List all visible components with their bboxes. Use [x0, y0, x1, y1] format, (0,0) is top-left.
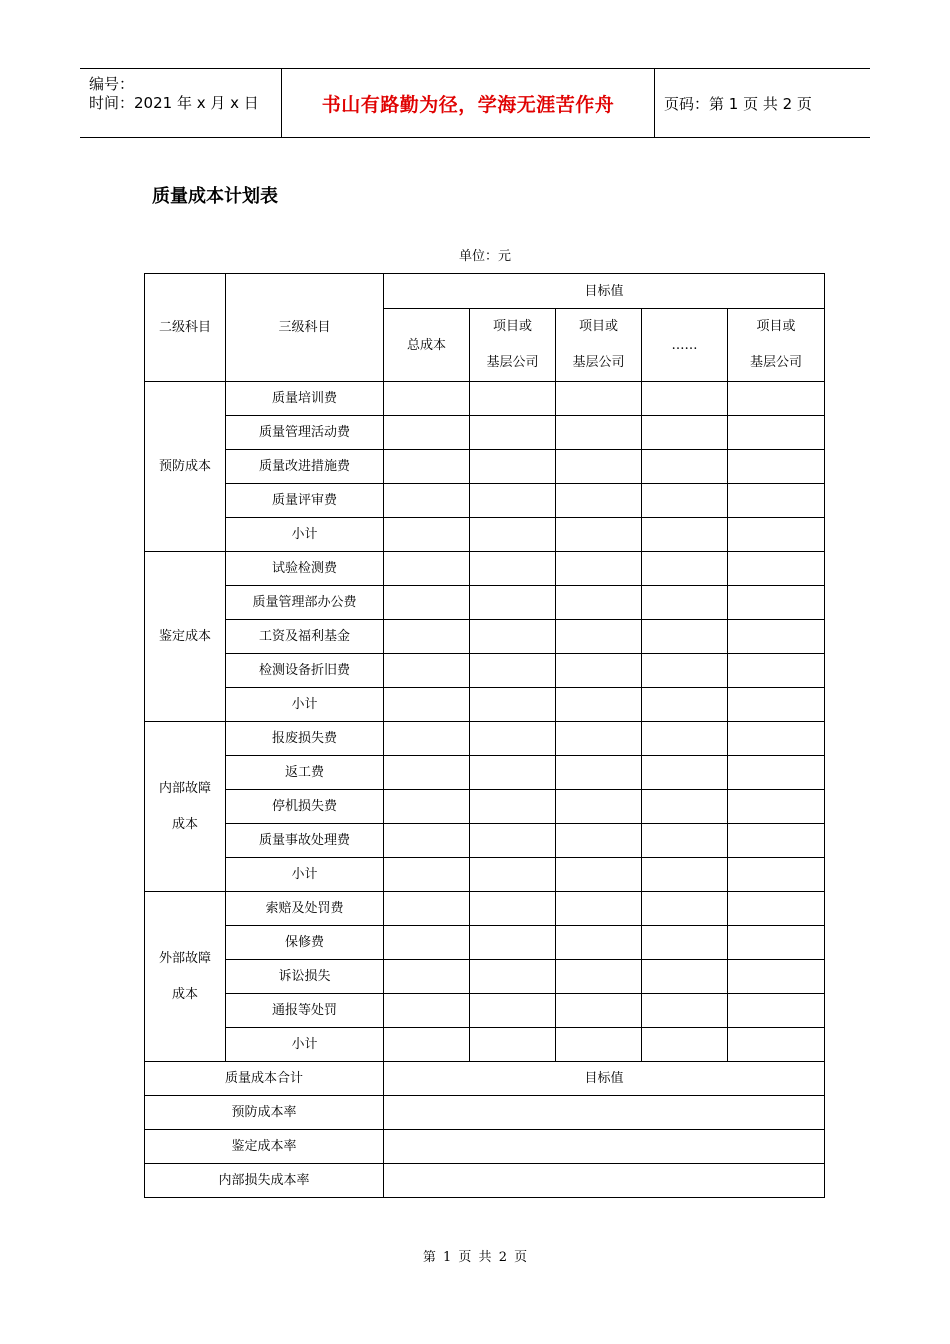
- value-cell[interactable]: [384, 382, 470, 416]
- value-cell[interactable]: [556, 450, 642, 484]
- header-project-a: [470, 309, 556, 382]
- value-cell[interactable]: [556, 654, 642, 688]
- value-cell[interactable]: [642, 654, 728, 688]
- value-cell[interactable]: [470, 450, 556, 484]
- summary-value[interactable]: [384, 1164, 825, 1198]
- subtotal-label: 小计: [226, 858, 384, 892]
- item-label: 质量改进措施费: [226, 450, 384, 484]
- item-label: 质量评审费: [226, 484, 384, 518]
- value-cell[interactable]: [556, 416, 642, 450]
- value-cell[interactable]: [384, 450, 470, 484]
- value-cell[interactable]: [556, 858, 642, 892]
- table-row: [145, 484, 825, 518]
- value-cell[interactable]: [470, 790, 556, 824]
- table-row: [145, 994, 825, 1028]
- time-label: 时间：2021 年 x 月 x 日: [89, 94, 259, 112]
- value-cell[interactable]: [470, 1028, 556, 1062]
- header-ellipsis: ……: [642, 309, 728, 382]
- table-header-row: [145, 274, 825, 309]
- value-cell[interactable]: [642, 892, 728, 926]
- value-cell[interactable]: [470, 722, 556, 756]
- item-label: 质量培训费: [226, 382, 384, 416]
- value-cell[interactable]: [470, 824, 556, 858]
- item-label: 工资及福利基金: [226, 620, 384, 654]
- header-project-c-line2: 基层公司: [749, 355, 802, 370]
- item-label: 质量管理活动费: [226, 416, 384, 450]
- group-label-line2: 成本: [171, 986, 198, 1002]
- value-cell[interactable]: [728, 586, 825, 620]
- group-label-line1: 内部故障: [158, 780, 211, 796]
- value-cell[interactable]: [384, 688, 470, 722]
- table-row: [145, 518, 825, 552]
- header-level3: 三级科目: [226, 274, 384, 382]
- item-label: 诉讼损失: [226, 960, 384, 994]
- table-row: [145, 722, 825, 756]
- value-cell[interactable]: [728, 892, 825, 926]
- value-cell[interactable]: [728, 756, 825, 790]
- group-label-internal-failure: [145, 722, 226, 892]
- subtotal-label: 小计: [226, 518, 384, 552]
- value-cell[interactable]: [728, 416, 825, 450]
- value-cell[interactable]: [642, 722, 728, 756]
- value-cell[interactable]: [642, 756, 728, 790]
- value-cell[interactable]: [556, 926, 642, 960]
- table-row: [145, 790, 825, 824]
- number-label: 编号：: [89, 75, 135, 93]
- header-project-c-line1: 项目或: [756, 319, 796, 334]
- value-cell[interactable]: [728, 960, 825, 994]
- value-cell[interactable]: [384, 960, 470, 994]
- value-cell[interactable]: [470, 416, 556, 450]
- value-cell[interactable]: [642, 552, 728, 586]
- value-cell[interactable]: [384, 824, 470, 858]
- summary-label: 内部损失成本率: [145, 1164, 384, 1198]
- item-label: 报废损失费: [226, 722, 384, 756]
- value-cell[interactable]: [384, 654, 470, 688]
- value-cell[interactable]: [384, 756, 470, 790]
- value-cell[interactable]: [728, 1028, 825, 1062]
- value-cell[interactable]: [470, 654, 556, 688]
- value-cell[interactable]: [470, 620, 556, 654]
- value-cell[interactable]: [728, 824, 825, 858]
- table-row: [145, 416, 825, 450]
- subtotal-label: 小计: [226, 688, 384, 722]
- header-info-cell: [80, 69, 281, 137]
- value-cell[interactable]: [642, 960, 728, 994]
- value-cell[interactable]: [642, 586, 728, 620]
- value-cell[interactable]: [470, 382, 556, 416]
- value-cell[interactable]: [642, 484, 728, 518]
- value-cell[interactable]: [556, 518, 642, 552]
- table-row: [145, 1028, 825, 1062]
- item-label: 索赔及处罚费: [226, 892, 384, 926]
- header-project-a-line2: 基层公司: [486, 355, 539, 370]
- summary-label: 质量成本合计: [145, 1062, 384, 1096]
- header-page-cell: [654, 69, 870, 137]
- value-cell[interactable]: [642, 790, 728, 824]
- group-label-line1: 鉴定成本: [158, 628, 211, 644]
- value-cell[interactable]: [728, 654, 825, 688]
- table-row: [145, 926, 825, 960]
- document-title: 质量成本计划表: [152, 186, 278, 207]
- value-cell[interactable]: [470, 960, 556, 994]
- value-cell[interactable]: [384, 790, 470, 824]
- value-cell[interactable]: [642, 450, 728, 484]
- value-cell[interactable]: [470, 518, 556, 552]
- group-label-line1: 外部故障: [158, 950, 211, 966]
- value-cell[interactable]: [384, 926, 470, 960]
- table-row: [145, 756, 825, 790]
- item-label: 返工费: [226, 756, 384, 790]
- value-cell[interactable]: [470, 552, 556, 586]
- value-cell[interactable]: [384, 1028, 470, 1062]
- table-row: [145, 688, 825, 722]
- value-cell[interactable]: [642, 620, 728, 654]
- summary-row: [145, 1130, 825, 1164]
- table-row: [145, 654, 825, 688]
- page-header: [80, 68, 870, 138]
- table-row: [145, 450, 825, 484]
- value-cell[interactable]: [556, 688, 642, 722]
- value-cell[interactable]: [556, 1028, 642, 1062]
- value-cell[interactable]: [642, 858, 728, 892]
- table-row: [145, 892, 825, 926]
- value-cell[interactable]: [728, 926, 825, 960]
- item-label: 停机损失费: [226, 790, 384, 824]
- table-row: [145, 858, 825, 892]
- header-project-b-line2: 基层公司: [572, 355, 625, 370]
- header-motto-cell: [281, 69, 655, 137]
- header-project-a-line1: 项目或: [492, 319, 532, 334]
- value-cell[interactable]: [556, 756, 642, 790]
- value-cell[interactable]: [556, 892, 642, 926]
- value-cell[interactable]: [556, 620, 642, 654]
- table-row: [145, 382, 825, 416]
- header-project-c: [728, 309, 825, 382]
- item-label: 质量事故处理费: [226, 824, 384, 858]
- summary-row: [145, 1164, 825, 1198]
- value-cell[interactable]: [384, 552, 470, 586]
- summary-value[interactable]: 目标值: [384, 1062, 825, 1096]
- value-cell[interactable]: [728, 450, 825, 484]
- value-cell[interactable]: [556, 790, 642, 824]
- value-cell[interactable]: [728, 382, 825, 416]
- value-cell[interactable]: [384, 858, 470, 892]
- value-cell[interactable]: [728, 790, 825, 824]
- subtotal-label: 小计: [226, 1028, 384, 1062]
- group-label-appraisal: [145, 552, 226, 722]
- header-level2: 二级科目: [145, 274, 226, 382]
- item-label: 检测设备折旧费: [226, 654, 384, 688]
- value-cell[interactable]: [556, 960, 642, 994]
- group-label-line1: 预防成本: [158, 458, 211, 474]
- summary-value[interactable]: [384, 1096, 825, 1130]
- value-cell[interactable]: [728, 620, 825, 654]
- value-cell[interactable]: [384, 586, 470, 620]
- value-cell[interactable]: [728, 722, 825, 756]
- value-cell[interactable]: [556, 586, 642, 620]
- value-cell[interactable]: [470, 756, 556, 790]
- value-cell[interactable]: [728, 994, 825, 1028]
- value-cell[interactable]: [642, 382, 728, 416]
- summary-row: [145, 1062, 825, 1096]
- header-project-b-line1: 项目或: [578, 319, 618, 334]
- value-cell[interactable]: [556, 484, 642, 518]
- header-total-cost: 总成本: [384, 309, 470, 382]
- value-cell[interactable]: [556, 824, 642, 858]
- value-cell[interactable]: [728, 552, 825, 586]
- value-cell[interactable]: [642, 824, 728, 858]
- header-project-b: [556, 309, 642, 382]
- value-cell[interactable]: [384, 484, 470, 518]
- value-cell[interactable]: [470, 994, 556, 1028]
- summary-label: 鉴定成本率: [145, 1130, 384, 1164]
- unit-label: 单位：元: [459, 249, 512, 264]
- value-cell[interactable]: [556, 382, 642, 416]
- value-cell[interactable]: [470, 858, 556, 892]
- value-cell[interactable]: [470, 586, 556, 620]
- value-cell[interactable]: [470, 892, 556, 926]
- value-cell[interactable]: [642, 994, 728, 1028]
- value-cell[interactable]: [384, 722, 470, 756]
- value-cell[interactable]: [384, 892, 470, 926]
- item-label: 试验检测费: [226, 552, 384, 586]
- value-cell[interactable]: [556, 994, 642, 1028]
- value-cell[interactable]: [556, 722, 642, 756]
- group-label-prevention: [145, 382, 226, 552]
- value-cell[interactable]: [642, 416, 728, 450]
- summary-row: [145, 1096, 825, 1130]
- motto-text: 书山有路勤为径，学海无涯苦作舟: [321, 93, 615, 116]
- table-row: [145, 960, 825, 994]
- value-cell[interactable]: [556, 552, 642, 586]
- value-cell[interactable]: [384, 620, 470, 654]
- value-cell[interactable]: [642, 688, 728, 722]
- value-cell[interactable]: [642, 926, 728, 960]
- value-cell[interactable]: [384, 994, 470, 1028]
- value-cell[interactable]: [384, 518, 470, 552]
- table-row: [145, 586, 825, 620]
- group-label-external-failure: [145, 892, 226, 1062]
- value-cell[interactable]: [642, 1028, 728, 1062]
- item-label: 质量管理部办公费: [226, 586, 384, 620]
- item-label: 保修费: [226, 926, 384, 960]
- value-cell[interactable]: [642, 518, 728, 552]
- value-cell[interactable]: [728, 518, 825, 552]
- summary-value[interactable]: [384, 1130, 825, 1164]
- item-label: 通报等处罚: [226, 994, 384, 1028]
- value-cell[interactable]: [728, 688, 825, 722]
- table-row: [145, 552, 825, 586]
- table-row: [145, 824, 825, 858]
- value-cell[interactable]: [470, 926, 556, 960]
- table-row: [145, 620, 825, 654]
- value-cell[interactable]: [470, 484, 556, 518]
- page-footer: 第 1 页 共 2 页: [422, 1250, 528, 1265]
- header-target-value: 目标值: [384, 274, 825, 309]
- value-cell[interactable]: [384, 416, 470, 450]
- group-label-line2: 成本: [171, 816, 198, 832]
- value-cell[interactable]: [470, 688, 556, 722]
- quality-cost-table: [144, 273, 825, 1198]
- value-cell[interactable]: [728, 858, 825, 892]
- page-number-label: 页码：第 1 页 共 2 页: [664, 94, 812, 113]
- value-cell[interactable]: [728, 484, 825, 518]
- summary-label: 预防成本率: [145, 1096, 384, 1130]
